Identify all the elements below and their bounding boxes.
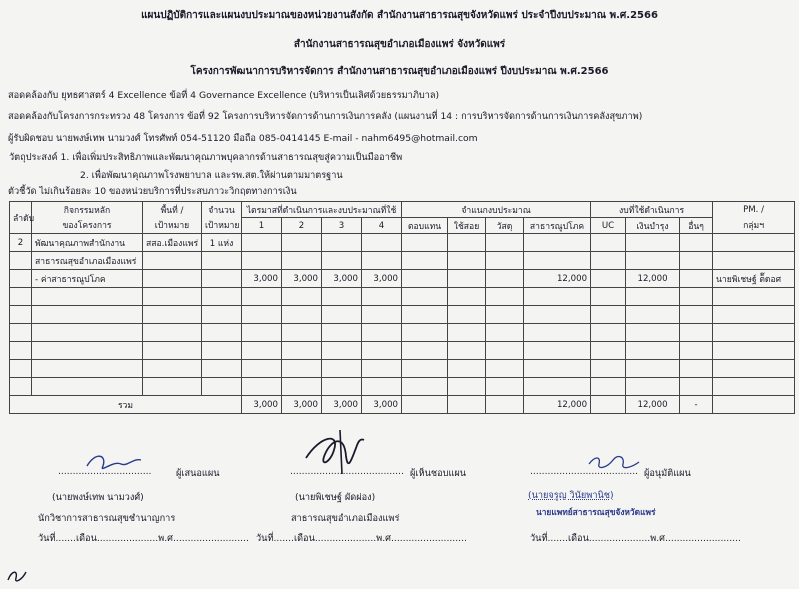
total-q2: 3,000	[282, 396, 322, 414]
header-activity-2: ของโครงการ	[32, 218, 143, 234]
header-fund: เงินบำรุง	[626, 218, 680, 234]
header-q2: 2	[282, 218, 322, 234]
row-q4: 3,000	[362, 270, 402, 288]
row-q3: 3,000	[322, 270, 362, 288]
signature-2-name: (นายพิเชษฐ์ ผัดผ่อง)	[295, 492, 376, 503]
header-expense: ใช้สอย	[448, 218, 486, 234]
header-source: งบที่ใช้ดำเนินการ	[591, 202, 713, 218]
header-compensation: ตอบแทน	[402, 218, 448, 234]
project-line: สอดคล้องกับโครงการกระทรวง 48 โครงการ ข้อที่ 92 โครงการบริหารจัดการด้านการเงินการคลัง (แผนงานที่ 14 : การบริหารจัดการด้านการเงินการคลังสุขภาพ)	[8, 111, 643, 122]
table-row	[10, 270, 795, 288]
header-material: วัสดุ	[486, 218, 524, 234]
signature-2-role: ผู้เห็นชอบแผน	[410, 468, 467, 479]
objective-1: วัตถุประสงค์ 1. เพื่อเพิ่มประสิทธิภาพและพัฒนาคุณภาพบุคลากรด้านสาธารณสุขสู่ความเป็นมืออาชีพ	[9, 152, 403, 163]
doc-title: แผนปฏิบัติการและแผนงบประมาณของหน่วยงานสังกัด สำนักงานสาธารณสุขจังหวัดแพร่ ประจำปีงบประมาณ พ.ศ.2566	[141, 10, 658, 21]
row-activity: พัฒนาคุณภาพสำนักงาน	[32, 234, 143, 252]
row-area: สสอ.เมืองแพร่	[143, 234, 202, 252]
total-label: รวม	[10, 396, 242, 414]
header-area: พื้นที่ /	[143, 202, 202, 218]
total-row	[10, 396, 795, 414]
header-qty: จำนวน	[202, 202, 242, 218]
total-utility: 12,000	[524, 396, 591, 414]
signature-3-dots: .....................................	[530, 466, 639, 477]
row-q2: 3,000	[282, 270, 322, 288]
total-q1: 3,000	[242, 396, 282, 414]
header-q4: 4	[362, 218, 402, 234]
total-q4: 3,000	[362, 396, 402, 414]
signature-3-role: ผู้อนุมัติแผน	[644, 468, 691, 479]
total-fund: 12,000	[626, 396, 680, 414]
header-classify: จำแนกงบประมาณ	[402, 202, 591, 218]
indicator-line: ตัวชี้วัด ไม่เกินร้อยละ 10 ของหน่วยบริการที่ประสบภาวะวิกฤตทางการเงิน	[8, 186, 297, 197]
objective-2: 2. เพื่อพัฒนาคุณภาพโรงพยาบาล และรพ.สต.ให้ผ่านตามมาตรฐาน	[80, 170, 343, 181]
signature-2-dots: .......................................	[290, 466, 404, 477]
corner-mark-graphic	[4, 566, 34, 586]
row-pm: นายพิเชษฐ์ ต็๊ดอศ	[713, 270, 795, 288]
total-q3: 3,000	[322, 396, 362, 414]
table-row	[10, 252, 795, 270]
header-area-2: เป้าหมาย	[143, 218, 202, 234]
header-q3: 3	[322, 218, 362, 234]
responsible-line: ผู้รับผิดชอบ นายพงษ์เทพ นามวงศ์ โทรศัพท์ 054-51120 มือถือ 085-0414145 E-mail - nahm6495@hotmail.com	[8, 133, 478, 144]
row-activity: สาธารณสุขอำเภอเมืองแพร่	[32, 252, 143, 270]
header-activity: กิจกรรมหลัก	[32, 202, 143, 218]
signature-1-role: ผู้เสนอแผน	[176, 468, 220, 479]
doc-subtitle-project: โครงการพัฒนาการบริหารจัดการ สำนักงานสาธารณสุขอำเภอเมืองแพร่ ปีงบประมาณ พ.ศ.2566	[190, 66, 609, 77]
row-q1: 3,000	[242, 270, 282, 288]
table-row	[10, 234, 795, 252]
header-pm-2: กลุ่มฯ	[713, 218, 795, 234]
header-pm: PM. /	[713, 202, 795, 218]
row-qty: 1 แห่ง	[202, 234, 242, 252]
header-utility: สาธารณูปโภค	[524, 218, 591, 234]
signature-3-name: (นายจรูญ วินัยพานิช)	[528, 490, 614, 501]
header-quarter: ไตรมาสที่ดำเนินการและงบประมาณที่ใช้	[242, 202, 402, 218]
doc-subtitle-office: สำนักงานสาธารณสุขอำเภอเมืองแพร่ จังหวัดแพร่	[293, 39, 506, 50]
header-uc: UC	[591, 218, 626, 234]
header-qty-2: เป้าหมาย	[202, 218, 242, 234]
header-q1: 1	[242, 218, 282, 234]
signature-1-dots: ................................	[58, 466, 152, 477]
row-fund: 12,000	[626, 270, 680, 288]
signature-2-position: สาธารณสุขอำเภอเมืองแพร่	[291, 513, 400, 524]
total-other: -	[680, 396, 713, 414]
signature-3-date: วันที่.......เดือน.....................พ.ศ..........................	[530, 533, 741, 544]
plan-table	[9, 201, 795, 414]
row-activity: - ค่าสาธารณูปโภค	[32, 270, 143, 288]
header-other: อื่นๆ	[680, 218, 713, 234]
strategy-line: สอดคล้องกับ ยุทธศาสตร์ 4 Excellence ข้อที่ 4 Governance Excellence (บริหารเป็นเลิศด้วยธรรมาภิบาล)	[8, 90, 440, 101]
signature-1-date: วันที่.......เดือน.....................พ.ศ..........................	[38, 533, 249, 544]
signature-2-date: วันที่.......เดือน.....................พ.ศ..........................	[256, 533, 467, 544]
header-no: ลำดับ	[10, 202, 32, 234]
row-no: 2	[10, 234, 32, 252]
signature-3-position: นายแพทย์สาธารณสุขจังหวัดแพร่	[536, 507, 656, 517]
signature-1-name: (นายพงษ์เทพ นามวงศ์)	[52, 492, 144, 503]
signature-1-position: นักวิชาการสาธารณสุขชำนาญการ	[38, 513, 176, 524]
row-utility: 12,000	[524, 270, 591, 288]
